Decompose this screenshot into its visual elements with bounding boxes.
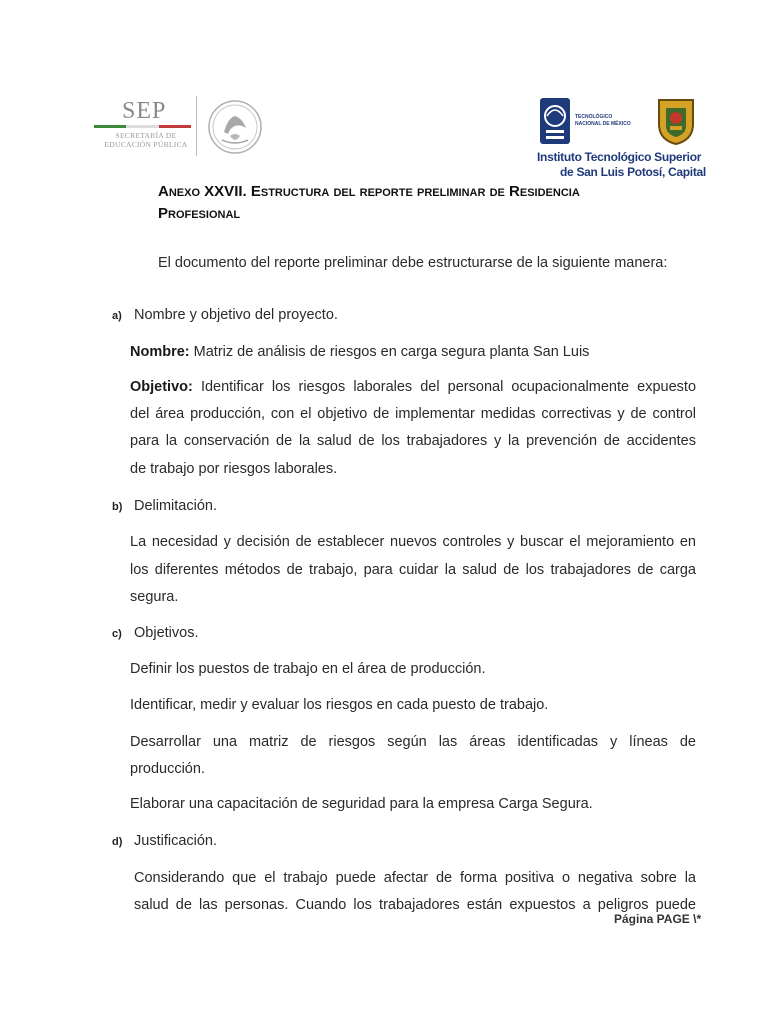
objetivo-line-4: de trabajo por riesgos laborales. xyxy=(130,461,338,477)
section-b-marker: b) xyxy=(112,501,123,513)
justificacion-line-2: salud de las personas. Cuando los trabajadores están expuestos a peligros puede xyxy=(134,897,696,913)
delimitacion-line-1: La necesidad y decisión de establecer nuevos controles y buscar el mejoramiento en xyxy=(130,534,696,550)
objetivo-item-2: Identificar, medir y evaluar los riesgos en cada puesto de trabajo. xyxy=(130,697,549,713)
sep-acronym: SEP xyxy=(122,98,167,124)
delimitacion-line-3: segura. xyxy=(130,589,179,605)
sep-subtitle xyxy=(104,131,188,149)
section-d-heading: Justificación. xyxy=(134,833,218,849)
tecnm-name xyxy=(575,114,645,127)
section-a-marker: a) xyxy=(112,310,122,322)
section-c-marker: c) xyxy=(112,628,122,640)
section-a-heading: Nombre y objetivo del proyecto. xyxy=(134,307,338,323)
sep-subtitle-line1: SECRETARÍA DE xyxy=(115,131,177,140)
nombre-value: Matriz de análisis de riesgos en carga segura planta San Luis xyxy=(193,344,590,360)
section-d-marker: d) xyxy=(112,836,123,848)
objetivo-line-1 xyxy=(130,379,696,395)
objetivo-item-4: Elaborar una capacitación de seguridad para la empresa Carga Segura. xyxy=(130,796,593,812)
objetivo-line-2: del área producción, con el objetivo de implementar medidas correctivas y de control xyxy=(130,406,696,422)
document-title-line2: Profesional xyxy=(158,205,241,222)
institute-name-line2: de San Luis Potosí, Capital xyxy=(560,165,706,179)
objetivo-text-1: Identificar los riesgos laborales del personal ocupacionalmente expuesto xyxy=(200,379,697,395)
document-title-line1: Anexo XXVII. Estructura del reporte preliminar de Residencia xyxy=(158,183,580,200)
sep-subtitle-line2: EDUCACIÓN PÚBLICA xyxy=(104,140,188,149)
objetivo-label: Objetivo: xyxy=(130,379,193,395)
section-b-heading: Delimitación. xyxy=(134,498,217,514)
logo-divider xyxy=(196,96,197,156)
justificacion-line-1: Considerando que el trabajo puede afectar de forma positiva o negativa sobre la xyxy=(134,870,696,886)
nombre-label: Nombre: xyxy=(130,344,190,360)
mexican-coat-of-arms-icon xyxy=(206,98,264,156)
tecnm-line1: TECNOLÓGICO xyxy=(575,114,613,120)
institute-name-line1: Instituto Tecnológico Superior xyxy=(537,150,702,164)
institute-crest-icon xyxy=(656,96,696,146)
page-number-footer: Página PAGE \* xyxy=(614,912,702,926)
tecnm-logo-icon xyxy=(538,96,572,146)
objetivo-item-3-line-2: producción. xyxy=(130,761,205,777)
section-c-heading: Objetivos. xyxy=(134,625,199,641)
objetivo-item-1: Definir los puestos de trabajo en el área de producción. xyxy=(130,661,486,677)
nombre-line xyxy=(130,344,589,360)
tecnm-line2: NACIONAL DE MÉXICO xyxy=(575,120,631,127)
objetivo-line-3: para la conservación de la salud de los trabajadores y la prevención de accidentes xyxy=(130,433,696,449)
delimitacion-line-2: los diferentes métodos de trabajo, para cuidar la salud de los trabajadores de carga xyxy=(130,562,696,578)
objetivo-item-3-line-1: Desarrollar una matriz de riesgos según las áreas identificadas y líneas de xyxy=(130,734,696,750)
intro-paragraph: El documento del reporte preliminar debe estructurarse de la siguiente manera: xyxy=(158,255,668,271)
sep-tricolor-line xyxy=(94,125,191,128)
sep-logo xyxy=(92,96,272,158)
